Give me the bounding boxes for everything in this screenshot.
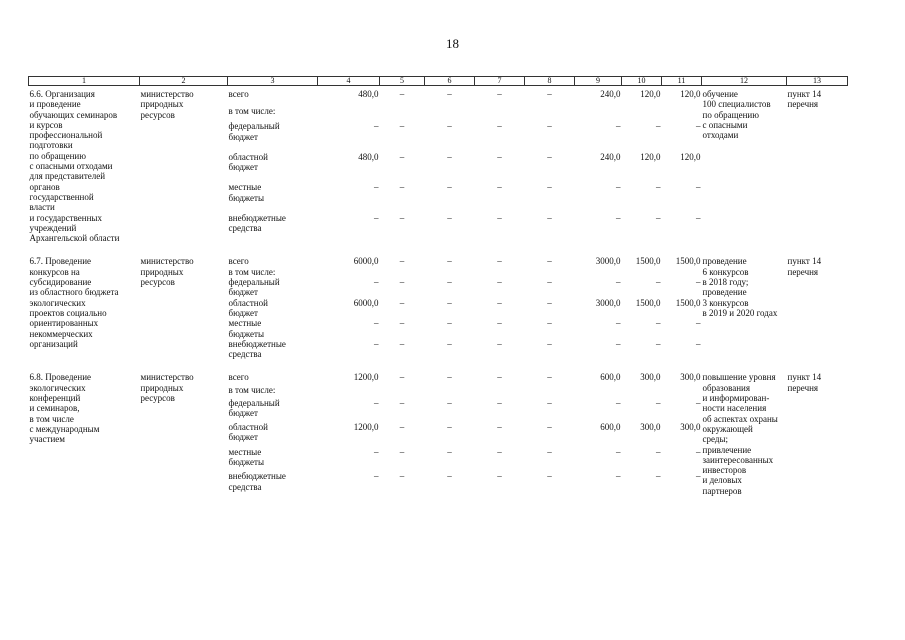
funding-source-cell: всего — [228, 256, 249, 267]
header-cell: 10 — [622, 77, 662, 86]
value-cell-10 — [622, 385, 662, 397]
value-cell-6: – — [447, 89, 452, 99]
funding-source-cell: федеральный бюджет — [228, 277, 280, 298]
value-cell-10: – — [656, 446, 661, 457]
funding-source-cell: федеральный бюджет — [228, 397, 280, 418]
funding-source-cell: внебюджетные средства — [228, 338, 286, 360]
value-cell-5: – — [399, 338, 405, 349]
value-cell-5: – — [399, 397, 405, 408]
value-cell-10: 120,0 — [640, 151, 661, 162]
value-cell-4: 6000,0 — [353, 297, 379, 308]
value-cell-9: – — [616, 397, 621, 408]
value-cell-10 — [622, 106, 662, 121]
value-cell-4: – — [374, 212, 379, 223]
value-cell-5: – — [399, 277, 405, 288]
value-cell-5: – — [399, 212, 405, 223]
value-cell-10: – — [656, 182, 661, 193]
funding-source-cell: местные бюджеты — [228, 182, 264, 203]
header-cell: 1 — [29, 77, 140, 86]
value-cell-9: 240,0 — [600, 151, 621, 162]
value-cell-4 — [318, 385, 380, 397]
value-cell-10: 1500,0 — [635, 256, 661, 267]
value-cell-8 — [525, 267, 575, 277]
value-cell-6: – — [447, 397, 452, 408]
value-cell-11: – — [696, 318, 701, 329]
value-cell-4: 480,0 — [358, 89, 379, 99]
spacer-cell — [29, 243, 848, 253]
table-row — [29, 86, 848, 106]
value-cell-8: – — [547, 89, 552, 99]
value-cell-7: – — [497, 471, 502, 482]
value-cell-7: – — [497, 446, 502, 457]
value-cell-7: – — [497, 182, 502, 193]
funding-source-cell: местные бюджеты — [228, 318, 264, 339]
funding-source-cell: областной бюджет — [228, 297, 268, 318]
value-cell-7 — [475, 106, 525, 121]
value-cell-10: – — [656, 397, 661, 408]
value-cell-7: – — [497, 277, 502, 288]
value-cell-7: – — [497, 297, 502, 308]
program-table — [28, 76, 848, 496]
value-cell-6: – — [447, 151, 452, 162]
value-cell-7: – — [497, 89, 502, 99]
value-cell-8: – — [547, 471, 552, 482]
value-cell-4: – — [374, 446, 379, 457]
value-cell-11: 120,0 — [680, 151, 701, 162]
header-cell: 7 — [475, 77, 525, 86]
header-cell: 11 — [662, 77, 702, 86]
value-cell-11: – — [696, 446, 701, 457]
value-cell-10: 300,0 — [640, 372, 661, 383]
value-cell-8: – — [547, 338, 552, 349]
value-cell-10 — [622, 267, 662, 277]
value-cell-8: – — [547, 422, 552, 433]
header-cell: 4 — [318, 77, 380, 86]
activity-cell: 6.6. Организация и проведение обучающих семинаров и курсов профессиональной подготовки по обращению с опасными отходами для представителей органов государственной власти и государственных учреждений Архангельской области — [29, 89, 120, 244]
value-cell-8 — [525, 106, 575, 121]
value-cell-8: – — [547, 182, 552, 193]
funding-source-cell: всего — [228, 89, 249, 99]
value-cell-9: 3000,0 — [595, 297, 621, 308]
value-cell-4: – — [374, 318, 379, 329]
executor-cell: министерство природных ресурсов — [140, 256, 194, 288]
value-cell-9: 240,0 — [600, 89, 621, 99]
value-cell-9 — [575, 106, 622, 121]
value-cell-6 — [425, 267, 475, 277]
funding-source-cell: федеральный бюджет — [228, 121, 280, 142]
basis-cell: пункт 14 перечня — [787, 89, 822, 110]
value-cell-11 — [662, 106, 702, 121]
value-cell-4: 6000,0 — [353, 256, 379, 267]
header-cell: 8 — [525, 77, 575, 86]
value-cell-4: – — [374, 121, 379, 132]
value-cell-10: – — [656, 338, 661, 349]
value-cell-4: 1200,0 — [353, 372, 379, 383]
value-cell-4: – — [374, 338, 379, 349]
header-cell: 9 — [575, 77, 622, 86]
funding-source-cell: местные бюджеты — [228, 446, 264, 468]
value-cell-11: 120,0 — [680, 89, 701, 99]
table-row — [29, 253, 848, 266]
value-cell-9 — [575, 385, 622, 397]
table-header-row — [29, 77, 848, 86]
value-cell-6: – — [447, 212, 452, 223]
value-cell-7: – — [497, 338, 502, 349]
basis-cell: пункт 14 перечня — [787, 372, 822, 393]
funding-source-cell: областной бюджет — [228, 151, 268, 173]
funding-source-cell: всего — [228, 372, 249, 383]
activity-cell: 6.7. Проведение конкурсов на субсидирование из областного бюджета экологических проектов социально ориентированных некоммерческих организаций — [29, 256, 119, 349]
value-cell-5: – — [399, 318, 405, 329]
value-cell-5: – — [399, 446, 405, 457]
value-cell-4: – — [374, 277, 379, 288]
funding-source-cell: областной бюджет — [228, 422, 268, 443]
value-cell-7: – — [497, 422, 502, 433]
value-cell-5: – — [399, 151, 405, 162]
page-number: 18 — [446, 36, 459, 51]
basis-cell: пункт 14 перечня — [787, 256, 822, 277]
value-cell-6: – — [447, 182, 452, 193]
value-cell-9: – — [616, 471, 621, 482]
value-cell-4: – — [374, 397, 379, 408]
value-cell-11 — [662, 385, 702, 397]
value-cell-10: – — [656, 121, 661, 132]
header-cell: 3 — [228, 77, 318, 86]
activity-cell: 6.8. Проведение экологических конференций и семинаров, в том числе с международным участием — [29, 372, 100, 445]
value-cell-9: – — [616, 446, 621, 457]
value-cell-11: – — [696, 121, 701, 132]
value-cell-5 — [380, 385, 425, 397]
value-cell-5: – — [399, 471, 405, 482]
value-cell-6: – — [447, 277, 452, 288]
expected-result-cell: повышение уровня образования и информирован- ности населения об аспектах охраны окружающей среды; привлечение заинтересованных инвесторов и деловых партнеров — [702, 372, 778, 496]
value-cell-11: 300,0 — [680, 422, 701, 433]
value-cell-5: – — [399, 89, 405, 99]
value-cell-5 — [380, 267, 425, 277]
value-cell-7: – — [497, 318, 502, 329]
value-cell-8 — [525, 385, 575, 397]
value-cell-7 — [475, 385, 525, 397]
value-cell-4 — [318, 267, 380, 277]
value-cell-8: – — [547, 372, 552, 383]
value-cell-7: – — [497, 256, 502, 267]
value-cell-5: – — [399, 182, 405, 193]
header-cell: 6 — [425, 77, 475, 86]
value-cell-10: 120,0 — [640, 89, 661, 99]
value-cell-9: 3000,0 — [595, 256, 621, 267]
executor-cell: министерство природных ресурсов — [140, 89, 194, 120]
value-cell-6: – — [447, 338, 452, 349]
funding-source-cell: внебюджетные средства — [228, 471, 286, 492]
value-cell-10: 300,0 — [640, 422, 661, 433]
value-cell-11: – — [696, 277, 701, 288]
value-cell-8: – — [547, 151, 552, 162]
value-cell-4: 1200,0 — [353, 422, 379, 433]
value-cell-9: – — [616, 121, 621, 132]
value-cell-9: 600,0 — [600, 422, 621, 433]
value-cell-5 — [380, 106, 425, 121]
expected-result-cell: проведение 6 конкурсов в 2018 году; проведение 3 конкурсов в 2019 и 2020 годах — [702, 256, 778, 318]
value-cell-6: – — [447, 446, 452, 457]
value-cell-9: – — [616, 318, 621, 329]
value-cell-7: – — [497, 397, 502, 408]
header-cell: 5 — [380, 77, 425, 86]
funding-source-cell: в том числе: — [228, 385, 276, 396]
value-cell-7: – — [497, 212, 502, 223]
value-cell-6: – — [447, 297, 452, 308]
value-cell-8: – — [547, 277, 552, 288]
value-cell-11: – — [696, 397, 701, 408]
value-cell-8: – — [547, 121, 552, 132]
header-cell: 12 — [702, 77, 787, 86]
value-cell-10: 1500,0 — [635, 297, 661, 308]
block-spacer — [29, 243, 848, 253]
value-cell-6: – — [447, 318, 452, 329]
value-cell-11: – — [696, 338, 701, 349]
value-cell-11: – — [696, 182, 701, 193]
value-cell-5: – — [399, 297, 405, 308]
expected-result-cell: обучение 100 специалистов по обращению с опасными отходами — [702, 89, 771, 141]
value-cell-10: – — [656, 277, 661, 288]
value-cell-6 — [425, 385, 475, 397]
funding-source-cell: внебюджетные средства — [228, 212, 286, 234]
value-cell-5: – — [399, 121, 405, 132]
value-cell-11: 1500,0 — [675, 297, 701, 308]
spacer-cell — [29, 359, 848, 369]
value-cell-9: – — [616, 277, 621, 288]
value-cell-8: – — [547, 397, 552, 408]
value-cell-4: – — [374, 182, 379, 193]
value-cell-9: – — [616, 212, 621, 223]
value-cell-7: – — [497, 151, 502, 162]
value-cell-9 — [575, 267, 622, 277]
value-cell-8: – — [547, 446, 552, 457]
value-cell-4: 480,0 — [358, 151, 379, 162]
block-spacer — [29, 359, 848, 369]
value-cell-4: – — [374, 471, 379, 482]
value-cell-11: 300,0 — [680, 372, 701, 383]
value-cell-8: – — [547, 212, 552, 223]
value-cell-10: – — [656, 471, 661, 482]
funding-source-cell: в том числе: — [228, 105, 276, 116]
value-cell-6: – — [447, 121, 452, 132]
value-cell-6: – — [447, 422, 452, 433]
header-cell: 2 — [140, 77, 228, 86]
executor-cell: министерство природных ресурсов — [140, 372, 194, 404]
value-cell-11 — [662, 267, 702, 277]
value-cell-9: – — [616, 182, 621, 193]
value-cell-8: – — [547, 256, 552, 267]
funding-source-cell: в том числе: — [228, 266, 276, 277]
value-cell-10: – — [656, 318, 661, 329]
value-cell-11: – — [696, 212, 701, 223]
header-cell: 13 — [787, 77, 848, 86]
value-cell-8: – — [547, 297, 552, 308]
value-cell-6: – — [447, 256, 452, 267]
value-cell-5: – — [399, 422, 405, 433]
value-cell-9: – — [616, 338, 621, 349]
value-cell-5: – — [399, 372, 405, 383]
value-cell-7: – — [497, 121, 502, 132]
value-cell-9: 600,0 — [600, 372, 621, 383]
value-cell-6 — [425, 106, 475, 121]
value-cell-7 — [475, 267, 525, 277]
value-cell-6: – — [447, 471, 452, 482]
value-cell-5: – — [399, 256, 405, 267]
value-cell-7: – — [497, 372, 502, 383]
value-cell-11: – — [696, 471, 701, 482]
value-cell-4 — [318, 106, 380, 121]
table-row — [29, 369, 848, 385]
value-cell-6: – — [447, 372, 452, 383]
value-cell-11: 1500,0 — [675, 256, 701, 267]
value-cell-10: – — [656, 212, 661, 223]
value-cell-8: – — [547, 318, 552, 329]
